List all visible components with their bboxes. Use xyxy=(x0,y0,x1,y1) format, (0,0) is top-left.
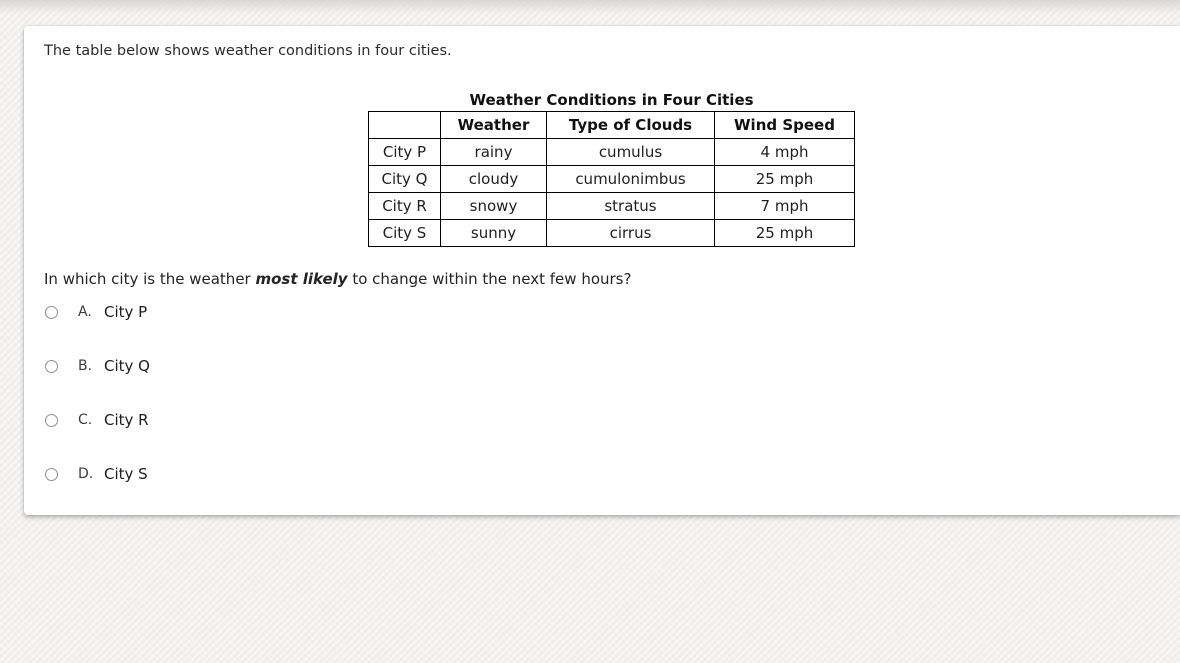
cell-city: City P xyxy=(369,139,441,166)
option-label: City Q xyxy=(104,357,150,375)
top-shadow-strip xyxy=(0,0,1180,14)
radio-button-icon[interactable] xyxy=(45,360,58,373)
option-label: City R xyxy=(104,411,149,429)
cell-wind: 25 mph xyxy=(715,220,855,247)
header-weather: Weather xyxy=(441,112,547,139)
question-post: to change within the next few hours? xyxy=(347,270,632,288)
cell-city: City S xyxy=(369,220,441,247)
weather-table-container xyxy=(368,91,855,247)
table-title: Weather Conditions in Four Cities xyxy=(469,91,754,109)
intro-text: The table below shows weather conditions in four cities. xyxy=(44,43,452,59)
radio-button-icon[interactable] xyxy=(45,306,58,319)
option-letter: D. xyxy=(78,466,94,482)
radio-button-icon[interactable] xyxy=(45,468,58,481)
cell-weather: snowy xyxy=(441,193,547,220)
header-clouds: Type of Clouds xyxy=(547,112,715,139)
option-label: City S xyxy=(104,465,148,483)
cell-clouds: stratus xyxy=(547,193,715,220)
option-letter: C. xyxy=(78,412,93,428)
header-wind: Wind Speed xyxy=(715,112,855,139)
question-pre: In which city is the weather xyxy=(44,270,256,288)
question-text xyxy=(44,269,1160,289)
weather-table xyxy=(368,111,855,247)
table-row xyxy=(369,166,855,193)
cell-wind: 25 mph xyxy=(715,166,855,193)
option-letter: B. xyxy=(78,358,93,374)
answer-options xyxy=(44,302,1160,484)
header-city xyxy=(369,112,441,139)
option-d[interactable] xyxy=(44,464,1160,484)
cell-city: City Q xyxy=(369,166,441,193)
table-header-row xyxy=(369,112,855,139)
table-row xyxy=(369,139,855,166)
question-emphasis: most likely xyxy=(255,270,348,288)
cell-weather: sunny xyxy=(441,220,547,247)
radio-button-icon[interactable] xyxy=(45,414,58,427)
table-row xyxy=(369,193,855,220)
cell-wind: 7 mph xyxy=(715,193,855,220)
cell-clouds: cumulus xyxy=(547,139,715,166)
option-label: City P xyxy=(104,303,148,321)
cell-weather: rainy xyxy=(441,139,547,166)
table-row xyxy=(369,220,855,247)
cell-wind: 4 mph xyxy=(715,139,855,166)
option-b[interactable] xyxy=(44,356,1160,376)
cell-clouds: cirrus xyxy=(547,220,715,247)
cell-city: City R xyxy=(369,193,441,220)
option-a[interactable] xyxy=(44,302,1160,322)
option-c[interactable] xyxy=(44,410,1160,430)
option-letter: A. xyxy=(78,304,92,320)
question-card xyxy=(24,26,1180,515)
cell-weather: cloudy xyxy=(441,166,547,193)
cell-clouds: cumulonimbus xyxy=(547,166,715,193)
